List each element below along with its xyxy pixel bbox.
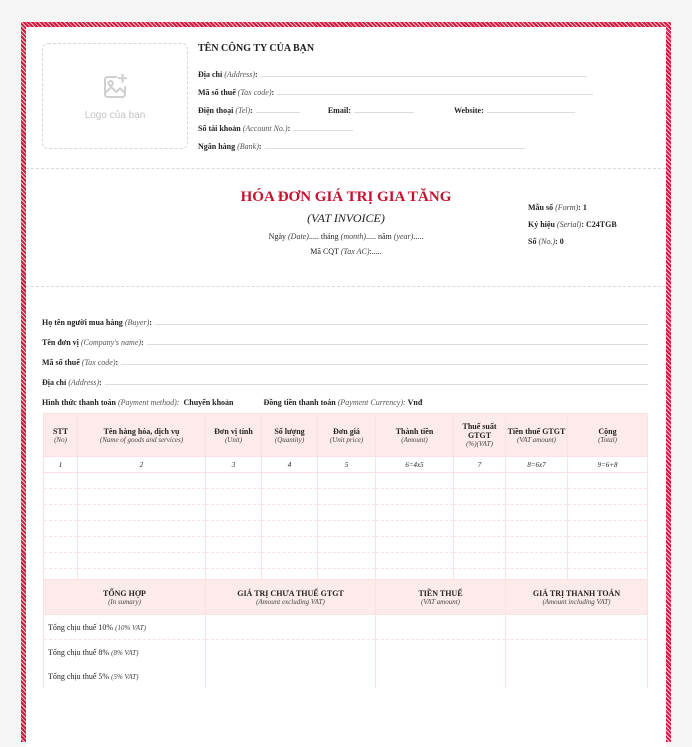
table-row — [44, 521, 648, 537]
company-phone-field[interactable] — [256, 112, 300, 113]
company-info — [198, 43, 598, 151]
column-number: 8=6x7 — [506, 457, 568, 473]
invoice-date: Ngày (Date)..... tháng (month)..... năm (year)..... — [268, 232, 424, 241]
company-email-field[interactable] — [354, 112, 414, 113]
buyer-tax-field[interactable] — [121, 364, 648, 365]
item-cell[interactable] — [206, 505, 262, 521]
item-cell[interactable] — [78, 521, 206, 537]
item-cell[interactable] — [506, 489, 568, 505]
company-account-row: Số tài khoản (Account No.) : — [198, 115, 598, 133]
company-account-field[interactable] — [293, 130, 353, 131]
items-header-row — [44, 414, 648, 457]
item-cell[interactable] — [44, 473, 78, 489]
invoice-title: HÓA ĐƠN GIÁ TRỊ GIA TĂNG — [240, 189, 452, 205]
item-cell[interactable] — [376, 505, 454, 521]
item-cell[interactable] — [376, 537, 454, 553]
bank-label: Ngân hàng — [198, 142, 236, 151]
items-header-cell: Thành tiền (Amount) — [376, 414, 454, 457]
item-cell[interactable] — [206, 489, 262, 505]
item-cell[interactable] — [454, 553, 506, 569]
company-name: TÊN CÔNG TY CỦA BẠN — [198, 43, 315, 54]
item-cell[interactable] — [206, 553, 262, 569]
summary-value-cell[interactable] — [376, 664, 506, 688]
item-cell[interactable] — [78, 553, 206, 569]
item-cell[interactable] — [44, 553, 78, 569]
item-cell[interactable] — [318, 473, 376, 489]
summary-header-cell: GIÁ TRỊ THANH TOÁN (Amount including VAT) — [506, 580, 648, 615]
items-table — [43, 413, 648, 585]
buyer-company-field[interactable] — [147, 344, 648, 345]
currency-value[interactable]: Vnđ — [407, 398, 423, 407]
item-cell[interactable] — [318, 553, 376, 569]
table-row — [44, 553, 648, 569]
company-bank-row: Ngân hàng (Bank) : — [198, 133, 598, 151]
summary-value-cell[interactable] — [376, 615, 506, 640]
summary-header-cell: TỔNG HỢP (In sumary) — [44, 580, 206, 615]
item-cell[interactable] — [44, 505, 78, 521]
item-cell[interactable] — [568, 505, 648, 521]
items-header-cell: Đơn giá (Unit price) — [318, 414, 376, 457]
item-cell[interactable] — [262, 537, 318, 553]
buyer-address-field[interactable] — [105, 384, 648, 385]
phone-label-en: (Tel) — [235, 106, 251, 115]
summary-value-cell[interactable] — [506, 640, 648, 665]
payment-row: Hình thức thanh toán (Payment method): Chuyển khoản Đồng tiền thanh toán (Payment Currency): Vnđ — [42, 398, 423, 407]
company-contact-row: Điện thoại (Tel) : Email: Website: — [198, 97, 598, 115]
item-cell[interactable] — [206, 473, 262, 489]
summary-header-row — [44, 580, 648, 615]
bank-label-en: (Bank) — [237, 142, 259, 151]
item-cell[interactable] — [506, 521, 568, 537]
account-label: Số tài khoản — [198, 124, 241, 133]
company-bank-field[interactable] — [265, 148, 525, 149]
item-cell[interactable] — [376, 473, 454, 489]
company-website-field[interactable] — [487, 112, 575, 113]
item-cell[interactable] — [262, 489, 318, 505]
item-cell[interactable] — [454, 489, 506, 505]
buyer-name-row: Họ tên người mua hàng (Buyer) : — [42, 307, 648, 327]
email-label: Email: — [327, 106, 351, 115]
item-cell[interactable] — [568, 521, 648, 537]
logo-upload[interactable] — [42, 43, 188, 149]
item-cell[interactable] — [376, 489, 454, 505]
summary-value-cell[interactable] — [376, 640, 506, 665]
item-cell[interactable] — [206, 537, 262, 553]
item-cell[interactable] — [78, 489, 206, 505]
item-cell[interactable] — [318, 489, 376, 505]
item-cell[interactable] — [318, 505, 376, 521]
column-number: 7 — [454, 457, 506, 473]
item-cell[interactable] — [376, 553, 454, 569]
summary-value-cell[interactable] — [206, 615, 376, 640]
tax-label-en: (Tax code) — [237, 88, 272, 97]
item-cell[interactable] — [568, 553, 648, 569]
item-cell[interactable] — [506, 537, 568, 553]
payment-method-value[interactable]: Chuyển khoản — [183, 398, 234, 407]
item-cell[interactable] — [568, 537, 648, 553]
company-tax-field[interactable] — [277, 94, 593, 95]
summary-row — [44, 664, 648, 688]
summary-row-label: Tổng chịu thuế 5% (5% VAT) — [44, 664, 206, 688]
item-cell[interactable] — [318, 521, 376, 537]
items-header-cell: Thuế suất GTGT (%)(VAT) — [454, 414, 506, 457]
item-cell[interactable] — [262, 553, 318, 569]
tax-authority-code: Mã CQT (Tax AC):..... — [310, 247, 382, 256]
item-cell[interactable] — [454, 505, 506, 521]
item-cell[interactable] — [78, 537, 206, 553]
buyer-tax-row: Mã số thuế (Tax code) : — [42, 347, 648, 367]
item-cell[interactable] — [262, 505, 318, 521]
items-header-cell: Tiền thuế GTGT (VAT amount) — [506, 414, 568, 457]
items-header-cell: Cộng (Total) — [568, 414, 648, 457]
item-cell[interactable] — [78, 505, 206, 521]
account-label-en: (Account No.) — [242, 124, 288, 133]
item-cell[interactable] — [376, 521, 454, 537]
item-cell[interactable] — [454, 521, 506, 537]
summary-row — [44, 615, 648, 640]
items-header-cell: Đơn vị tính (Unit) — [206, 414, 262, 457]
summary-table — [43, 579, 648, 688]
column-number: 2 — [78, 457, 206, 473]
divider — [26, 286, 666, 287]
table-row — [44, 473, 648, 489]
summary-value-cell[interactable] — [206, 664, 376, 688]
company-tax-row: Mã số thuế (Tax code) : — [198, 79, 598, 97]
logo-label: Logo của bạn — [84, 109, 146, 121]
buyer-address-row: Địa chỉ (Address) : — [42, 367, 648, 387]
summary-value-cell[interactable] — [206, 640, 376, 665]
item-cell[interactable] — [454, 473, 506, 489]
address-label: Địa chỉ — [198, 70, 223, 79]
phone-label: Điện thoại — [198, 106, 234, 115]
invoice-paper — [26, 27, 666, 747]
company-address-field[interactable] — [261, 76, 587, 77]
item-cell[interactable] — [568, 489, 648, 505]
item-cell[interactable] — [262, 473, 318, 489]
invoice-subtitle: (VAT INVOICE) — [307, 211, 385, 225]
item-cell[interactable] — [506, 553, 568, 569]
table-row — [44, 489, 648, 505]
item-cell[interactable] — [78, 473, 206, 489]
item-cell[interactable] — [262, 521, 318, 537]
invoice-meta — [528, 203, 617, 254]
summary-value-cell[interactable] — [506, 615, 648, 640]
table-row — [44, 537, 648, 553]
items-header-cell: Tên hàng hóa, dịch vụ (Name of goods and services) — [78, 414, 206, 457]
item-cell[interactable] — [44, 521, 78, 537]
website-label: Website: — [453, 106, 484, 115]
column-number: 6=4x5 — [376, 457, 454, 473]
summary-header-cell: GIÁ TRỊ CHƯA THUẾ GTGT (Amount excluding VAT) — [206, 580, 376, 615]
item-cell[interactable] — [506, 505, 568, 521]
column-number: 5 — [318, 457, 376, 473]
image-add-icon — [100, 72, 130, 102]
divider — [26, 168, 666, 169]
summary-row-label: Tổng chịu thuế 10% (10% VAT) — [44, 615, 206, 640]
column-number-row — [44, 457, 648, 473]
invoice-number: Số (No.): 0 — [528, 237, 564, 246]
column-number: 1 — [44, 457, 78, 473]
column-number: 4 — [262, 457, 318, 473]
summary-header-cell: TIỀN THUẾ (VAT amount) — [376, 580, 506, 615]
address-label-en: (Address) — [224, 70, 256, 79]
item-cell[interactable] — [318, 537, 376, 553]
company-address-row: Địa chỉ (Address) : — [198, 61, 598, 79]
summary-row-label: Tổng chịu thuế 8% (8% VAT) — [44, 640, 206, 665]
items-header-cell: Số lượng (Quantity) — [262, 414, 318, 457]
summary-value-cell[interactable] — [506, 664, 648, 688]
buyer-info — [42, 307, 648, 407]
tax-label: Mã số thuế — [198, 88, 236, 97]
buyer-name-field[interactable] — [155, 324, 648, 325]
item-cell[interactable] — [506, 473, 568, 489]
serial-number: Ký hiệu (Serial): C24TGB — [528, 220, 617, 229]
form-number: Mẫu số (Form): 1 — [528, 203, 587, 212]
buyer-company-row: Tên đơn vị (Company's name) : — [42, 327, 648, 347]
column-number: 9=6+8 — [568, 457, 648, 473]
table-row — [44, 505, 648, 521]
column-number: 3 — [206, 457, 262, 473]
summary-row — [44, 640, 648, 665]
item-cell[interactable] — [44, 537, 78, 553]
item-cell[interactable] — [568, 473, 648, 489]
item-cell[interactable] — [454, 537, 506, 553]
items-header-cell: STT (No) — [44, 414, 78, 457]
item-cell[interactable] — [206, 521, 262, 537]
item-cell[interactable] — [44, 489, 78, 505]
